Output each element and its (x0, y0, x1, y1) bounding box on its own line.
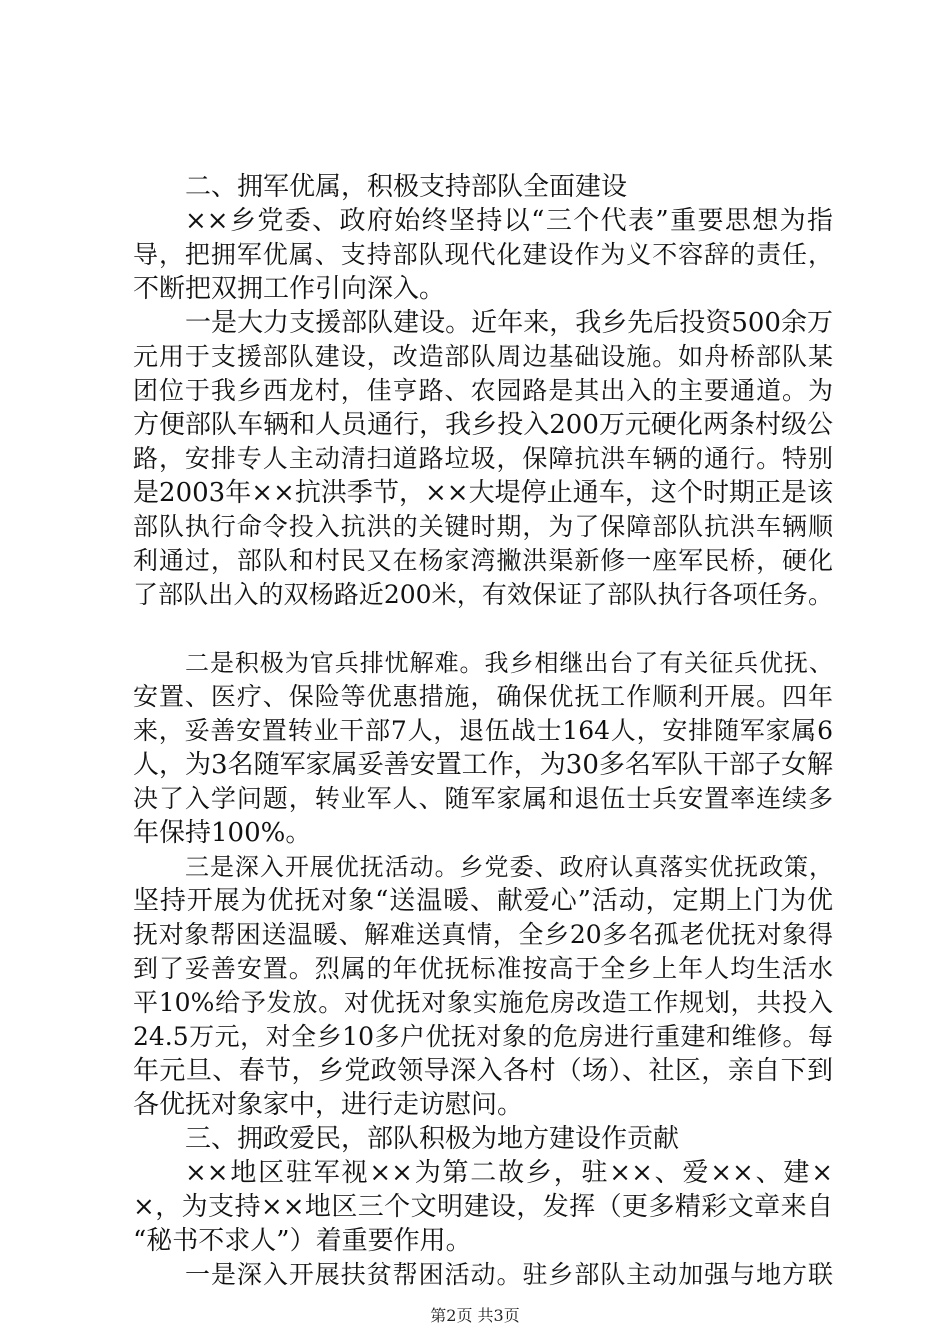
text-line: “秘书不求人”）着重要作用。 (133, 1226, 472, 1256)
text-line: 来，妥善安置转业干部7人，退伍战士164人，安排随军家属6 (133, 716, 833, 745)
text-line: ×，为支持××地区三个文明建设，发挥（更多精彩文章来自 (133, 1192, 833, 1222)
page-footer: 第2页 共3页 (430, 1306, 520, 1325)
text-line: 坚持开展为优抚对象“送温暖、献爱心”活动，定期上门为优 (133, 886, 833, 916)
text-line: 是2003年××抗洪季节，××大堤停止通车，这个时期正是该 (133, 478, 833, 508)
text-line: 不断把双拥工作引向深入。 (133, 274, 446, 304)
text-line: 二是积极为官兵排忧解难。我乡相继出台了有关征兵优抚、 (185, 649, 833, 677)
text-line: 元用于支援部队建设，改造部队周边基础设施。如舟桥部队某 (133, 342, 833, 371)
section-heading-3: 三、拥政爱民，部队积极为地方建设作贡献 (185, 1124, 680, 1154)
document-body (133, 170, 833, 1292)
section-heading-2: 二、拥军优属，积极支持部队全面建设 (185, 172, 628, 202)
text-line: 人，为3名随军家属妥善安置工作，为30多名军队干部子女解 (133, 750, 833, 780)
text-line: 三是深入开展优抚活动。乡党委、政府认真落实优抚政策， (185, 853, 833, 881)
text-line: ××乡党委、政府始终坚持以“三个代表”重要思想为指 (185, 206, 833, 236)
text-line: 一是大力支援部队建设。近年来，我乡先后投资500余万 (185, 308, 833, 338)
text-line: 导，把拥军优属、支持部队现代化建设作为义不容辞的责任， (133, 240, 833, 269)
text-line: 路，安排专人主动清扫道路垃圾，保障抗洪车辆的通行。特别 (133, 444, 833, 473)
text-line: 到了妥善安置。烈属的年优抚标准按高于全乡上年人均生活水 (133, 954, 833, 983)
text-line: 方便部队车辆和人员通行，我乡投入200万元硬化两条村级公 (133, 410, 833, 440)
text-line: 24.5万元，对全乡10多户优抚对象的危房进行重建和维修。每 (133, 1022, 833, 1051)
text-line: 了部队出入的双杨路近200米，有效保证了部队执行各项任务。 (133, 580, 833, 609)
text-line: ××地区驻军视××为第二故乡，驻××、爱××、建× (185, 1158, 833, 1188)
text-line: 利通过，部队和村民又在杨家湾撇洪渠新修一座军民桥，硬化 (133, 546, 833, 575)
text-line: 年保持100%。 (133, 818, 312, 848)
paragraph-gap (133, 612, 833, 646)
text-line: 安置、医疗、保险等优惠措施，确保优抚工作顺利开展。四年 (133, 682, 833, 711)
text-line: 一是深入开展扶贫帮困活动。驻乡部队主动加强与地方联 (185, 1260, 833, 1289)
text-line: 抚对象帮困送温暖、解难送真情，全乡20多名孤老优抚对象得 (133, 920, 833, 949)
text-line: 决了入学问题，转业军人、随军家属和退伍士兵安置率连续多 (133, 784, 833, 813)
text-line: 各优抚对象家中，进行走访慰问。 (133, 1090, 524, 1120)
text-line: 平10%给予发放。对优抚对象实施危房改造工作规划，共投入 (133, 988, 833, 1017)
text-line: 团位于我乡西龙村，佳亨路、农园路是其出入的主要通道。为 (133, 376, 833, 405)
text-line: 部队执行命令投入抗洪的关键时期，为了保障部队抗洪车辆顺 (133, 512, 833, 541)
text-line: 年元旦、春节，乡党政领导深入各村（场）、社区，亲自下到 (133, 1056, 833, 1086)
